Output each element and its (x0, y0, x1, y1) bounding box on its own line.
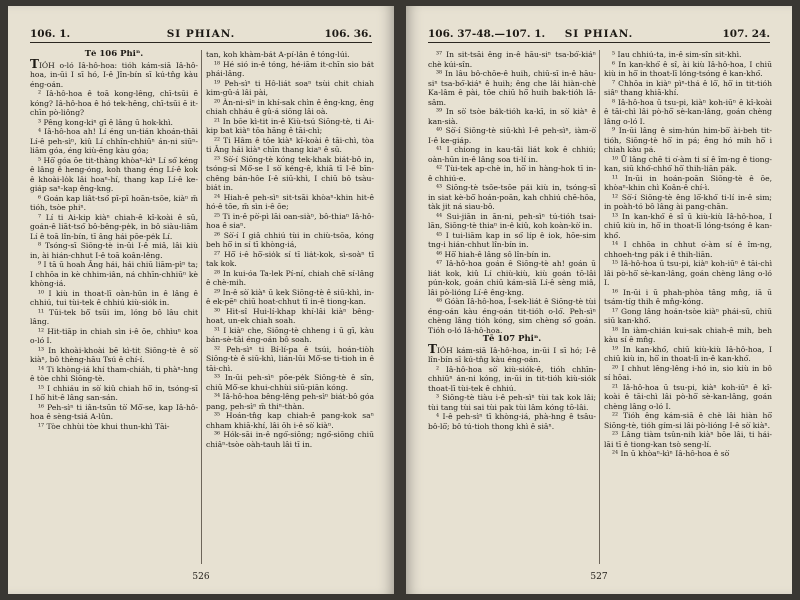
verse: ⁴⁰ Sò͘-í Siōng-tè siū-khì I-ê peh-sìⁿ, iàm-ò͘ I-ê ke-giáp. (428, 126, 596, 145)
verse: ³² Peh-sìⁿ ti Bí-lí-pa ê tsúi, hoán-tiòh Siōng-tè ê siū-khì, lián-lūi Mô͘-se ti-tioh in ê tāi-chì. (206, 344, 374, 373)
verse: ³⁰ Hit-sî Hui-lí-khap khí-lâi kiàⁿ bêng-hoat, un-ek chiah soah. (206, 306, 374, 325)
verse: ⁴² Tùi-tek ap-chè in, hō͘ in hàng-hok tī in-ê chhiú-e. (428, 164, 596, 183)
header-book-title: SI PHIAN. (166, 28, 236, 40)
chapter-heading: Tē 106 Phiⁿ. (84, 50, 144, 59)
verse: ² Iâ-hô-hoa ê toā kong-lêng, chī-tsūi ē kóng? Iâ-hô-hoa ê hó tek-hēng, chī-tsūi ē it-chīn pò-liông? (30, 89, 198, 117)
drop-initial: T (428, 341, 437, 356)
verse: ¹² Sò͘-í Siōng-tè êng lō͘-khó͘ ti-lí in-ê sim; in poàh-tó bô lâng ài pang-chān. (604, 192, 772, 211)
verse: ¹³ In khoài-khoài bē kì-tit Siōng-tè ê sò͘ kiàⁿ, bô thèng-hāu Tsú ê chí-í. (30, 345, 198, 364)
verse: ⁴ Iâ-hô-hoa ah! Lí éng un-tián khoán-thāi Lí-ê peh-sìⁿ, kiû Lí chhîn-chhiūⁿ án-ni siūⁿ-liām góa, éng kiù-ēng kàu góa; (30, 127, 198, 155)
running-header (30, 28, 372, 43)
verse: ² Iâ-hô-hoa sò͘ kiù-siók-ê, tióh chhīn-chhiūⁿ án-ni kóng, in-ūi in tit-tióh kiù-siók thoat-lī tùi-tek ê chhiú. (428, 364, 596, 393)
column-divider (201, 50, 202, 564)
verse: ¹⁶ Peh-sìⁿ ti iân-tsūn tò͘ Mō͘-se, kap Iâ-hô-hoa ê sèng-tsiá A-lûn. (30, 402, 198, 421)
chapter-heading: Tē 107 Phiⁿ. (482, 334, 542, 344)
verse: ²⁶ Sò͘-í I giâ chhiú tùi in chiù-tsōa, kóng beh hō͘ in sí tī khòng-iá, (206, 230, 374, 249)
verse: ²² Tióh êng kám-siā ê chè lâi hiàn hō͘ Siōng-tè, tióh gím-si lâi pò-lióng I-ê sò͘ kiàⁿ. (604, 411, 772, 430)
verse: ⁷ Lí ti Ai-kip kiàⁿ chiah-ê kî-koài ê sū, goán-ê liāt-tsó͘ bô-bêng-pe̍k, in bô siàu-liām Lí ê toā lîn-bín, tī âng hái pōe-pe̍k Lí. (30, 212, 198, 241)
left-page (8, 6, 394, 594)
verse: ³⁶ Hók-sāi in-ê ngó͘-siōng; ngó͘-siōng chiū chiâⁿ-tsòe oàh-tauh lâi tī in. (206, 430, 374, 449)
verse: ¹⁰ Ū lâng chē ti o͘-àm ti sí ê îm-ng ê tiong-kan, siū khó͘-chhó͘ hō͘ thih-liān pák. (604, 154, 772, 173)
verse: ⁴⁴ Sui-jiān in ān-ni, peh-sìⁿ tú-tióh tsai-lān, Siōng-tè thiaⁿ in-ê kiû, koh koàn-kò͘ in. (428, 211, 596, 230)
verse: ⁴⁶ Hō͘ hiah-ê lâng sô lîn-bín in. (436, 249, 551, 259)
text-column-1 (428, 50, 596, 564)
verse: ⁵ Hō͘ góa ōe tit-thàng khòaⁿ-kìⁿ Lí só͘ kéng ê lâng ê heng-óng, koh thang éng Lí-ê kok ê khoài-lo̍k lâi hoaⁿ-hí, thang kap Lí-ê ke-giáp saⁿ-kap êng-kng. (30, 155, 198, 193)
verse: ⁶ Goán kap liât-tsó͘ pī-pī hoān-tsōe, kiàⁿ m̄ tióh, tsòe phiⁿ. (30, 193, 198, 212)
verse: ¹⁸ Hé sió in-ê tóng, hé-iām it-chīn sio bát phái-lâng. (206, 59, 374, 78)
verse: ³⁸ In lâu bô-chōe-ê huih, chiū-sī in-ê hāu-siⁿ tsa-bó͘-kiáⁿ ê huih; êng che lâi hiàn-chè Ka-lâm ê pài, tōe chiū hō͘ huih bak-tióh lā-sâm. (428, 69, 596, 107)
verse: ¹² Hit-tiāp in chiah sìn i-ê ōe, chhìuⁿ koa o-ló I. (30, 326, 198, 345)
verse: ⁸ Iâ-hô-hoa ū tsu-pi, kiàⁿ koh-iūⁿ ê kî-koài ê tāi-chì lâi pò-hō͘ sè-kan-lâng, goán chèng lâng o-ló I. (604, 97, 772, 126)
verse: ¹³ In kan-khó͘ ê sî ū kiù-kiù Iâ-hô-hoa, I chiū kiù in, hō͘ in thoat-lī lóng-tsóng ê kan-khó͘. (604, 211, 772, 240)
page-number: 526 (192, 572, 210, 582)
verse: ²⁰ Àn-ni-sìⁿ in khí-sak chìn ê êng-kng, êng chiah chháu ê gû-á siōng lâi oà. (206, 97, 374, 116)
verse: ²¹ In bōe kì-tit in-ê Kiù-tsú Siōng-tè, ti Ai-kip bat kiàⁿ tōa hāng ê tāi-chì; (206, 116, 374, 135)
verse: ³ Pêng kong-kiⁿ gī ê lâng ū hok-khì. (38, 117, 173, 127)
drop-initial: T (30, 56, 39, 71)
header-verse-range-end: 106. 36. (324, 28, 372, 40)
verse: ⁶ In kan-khó͘ ê sî, ài kiù Iâ-hô-hoa, I chiū kiù in hō͘ in thoat-lī lóng-tsóng ê kan-khó͘. (604, 59, 772, 78)
verse: ⁷ Chhōa in kiàⁿ pìⁿ-thá ê lō͘, hō͘ in tit-tióh siâⁿ thang khiā-khí. (604, 78, 772, 97)
verse: ³⁹ In sò͘ tsòe bák-tióh ka-kī, in sò͘ kiàⁿ ê kan-sià. (428, 107, 596, 126)
verse: ¹⁶ In-ūi i ū phah-phòa tâng mn̂g, iā ū tsám-tíg thih ê mn̂g-kóng. (604, 287, 772, 306)
verse: ¹⁸ In iàm-chián kui-sak chiah-ê mih, beh kàu sí ê mn̂g. (604, 325, 772, 344)
verse: ¹⁹ In kan-khó͘, chiū kiù-kiù Iâ-hô-hoa, I chiū kiù in, hō͘ in thoat-lī in-ê kan-khó͘. (604, 344, 772, 363)
verse: ¹⁵ Iâ-hô-hoa ū tsu-pi, kiàⁿ koh-iūⁿ ê tāi-chì lâi pò-hō͘ sè-kan-lâng, goán chèng lâng o-ló I. (604, 259, 772, 287)
verse: ⁹ In-ūi lâng ê sim-hún him-bō͘ ài-beh tit-tióh, Siōng-tè hō͘ in pá; êng hó mih hō͘ i chiah kàu pá. (604, 126, 772, 154)
verse: ³⁴ Iâ-hô-hoa bêng-lêng peh-sìⁿ biát-bô góa pang, peh-sìⁿ m̄ thiⁿ-thàn. (206, 392, 374, 411)
verse: ²⁰ I chhut lêng-lêng i-hó in, sio kiù in bô sí hōai. (604, 363, 772, 382)
verse: ³⁷ In sit-tsāi êng in-ê hāu-siⁿ tsa-bó͘-kiáⁿ chè kúi-sîn. (428, 50, 596, 69)
verse: ¹⁴ Ti khòng-iá khí tham-chiáh, ti phàⁿ-hng ê tòe chhì Siōng-tè. (30, 364, 198, 383)
header-verse-range-start: 106. 37-48.—107. 1. (428, 28, 546, 40)
verse: ²⁴ In ū khòaⁿ-kìⁿ Iâ-hô-hoa ê sò͘ (612, 449, 730, 458)
verse: ²³ Lâng tiàm tsûn-nih kiàⁿ bōe lâi, ti hái-lāi tī ê tiong-kan tsò seng-lí. (604, 430, 772, 449)
verse: ²⁸ In kui-óa Ta-lek Pí-ní, chiah chē sí-lâng ê chè-mih. (206, 268, 374, 287)
column-divider (599, 50, 600, 564)
verse: ²³ Sò͘-í Siōng-tè kóng tek-khak biát-bô in, tsóng-sī Mô͘-se I sò͘ kéng-ê, khiā tī I-ê bīn-chêng bán-hôe I-ê siū-khì, I chiū bô tsàu-biát in. (206, 154, 374, 192)
verse: ⁴³ Siōng-tè tsōe-tsōe pái kiù in, tsóng-sī in siat kè-bō͘ hoán-poān, kah chhiú chē-hōa, tàk jit ná siau-bô. (428, 183, 596, 211)
verse: ¹⁴ I chhōa in chhut o͘-àm sí ê îm-ng, chhoeh-tng pák i ê thih-liān. (604, 240, 772, 259)
verse: ⁴⁷ Iâ-hô-hoa goán ê Siōng-tè ah! goán ū liát kok, kiû Lí chiù-kiù, kiù goán tō-lâi pún-kok, goán chiū kám-siā Lí-ê sèng miâ, lâi pò-lióng Lí-ê êng-kng. (428, 259, 596, 297)
verse: tan, koh khàm-bát A-pí-lân ê tóng-lúi. (206, 50, 350, 59)
verse: ⁵ Iau chhiú-ta, in-ê sim-sîn sit-khì. (612, 50, 742, 59)
text-column-2 (604, 50, 772, 564)
text-column-2 (206, 50, 374, 564)
verse: ¹¹ In-ūi in hoán-poān Siōng-tè ê ōe, khòaⁿ-khin chì Koân-ê chí-ì. (604, 173, 772, 192)
right-page (406, 6, 792, 594)
verse: ³ Siōng-tè tiàu i-ê peh-sìⁿ tùi tak kok lâi; tùi tang tùi sai tùi pak tùi lâm kóng tō-lâi. (428, 393, 596, 412)
verse: TIÓH kám-siā Iâ-hô-hoa, in-ūi I sī hó; I-ê lîn-bín sī kú-tn̂g kàu éng-oán. (428, 341, 596, 364)
verse: ⁴⁵ I tui-liām kap in só͘ líp ê iok, hōe-sim tng-i hián-chhut lîn-bín in. (428, 230, 596, 249)
verse: ²⁷ Hō͘ i-ê hō͘-sio̍k sí tī lia̍t-kok, sì-soàⁿ tī tak kok. (206, 249, 374, 268)
verse: ²¹ Iâ-hô-hoa ū tsu-pi, kiàⁿ koh-iūⁿ ê kî-koài ê tāi-chì lâi pò-hō͘ sè-kan-lâng, goán chèng lâng o-ló I. (604, 382, 772, 411)
verse: ³⁵ Hoán-tn̂g kap chiah-ê pang-kok saⁿ chham khiā-khí, lâi ōh i-ê sò͘ kiàⁿ. (206, 411, 374, 430)
verse: ²² Ti Hâm ê tōe kiàⁿ kî-koài ê tāi-chì, tòa ti Âng hái kiàⁿ chīn thang kiaⁿ ê sū. (206, 135, 374, 154)
header-verse-range-end: 107. 24. (722, 28, 770, 40)
running-header (428, 28, 770, 43)
verse: ²⁵ Ti in-ê pò͘-pì lāi oan-siàⁿ, bô-thiaⁿ Iâ-hô-hoa ê siaⁿ. (206, 211, 374, 230)
verse: ⁴⁸ Góàn Iâ-hô-hoa, Í-sek-liát ê Siōng-tè tùi éng-oán kàu éng-oán tit-tióh o-ló͘. Peh-sìⁿ chèng lâng tióh kóng, sim chèng só͘ goán. Tióh o-ló Iâ-hô-hoa. (428, 297, 596, 335)
verse: ⁴¹ I chiong in kau-tāi liát kok ê chhiú; oàn-hūn in-ê lâng soa ti-lí in. (428, 145, 596, 164)
header-book-title: SI PHIAN. (564, 28, 634, 40)
verse: ³³ In-ūi peh-sìⁿ pōe-pe̍k Siōng-tè ê sîn, chiū Mô͘-se khui-chhùi siū-piān kóng. (206, 373, 374, 392)
verse: ²⁹ In-ê sò͘ kiàⁿ ū kek Siōng-tè ê siū-khì, in-ê ek-pēⁿ chiū hoat-chhut tī in-ê tiong-kan. (206, 287, 374, 306)
verse: TIÓH o-ló Iâ-hô-hoa: tióh kám-siā Iâ-hô-hoa, in-ūi I sī hó, I-ê Jîn-bín sī kú-tn̂g kàu éng-oán. (30, 56, 198, 89)
text-column-1 (30, 50, 198, 564)
page-number: 527 (590, 572, 608, 582)
verse: ²⁴ Hiah-ê peh-sìⁿ sit-tsāi khòaⁿ-khin hit-ê hó-ê tōe, m̄ sìn i-ê ōe; (206, 192, 374, 211)
verse: ¹⁷ Gong lâng hoán-tsòe kiàⁿ phái-sū, chiū siū kan-khó͘. (604, 306, 772, 325)
verse: ⁴ I-ê peh-sìⁿ tī khòng-iá, phà-hng ê tsâu-bô-lō͘; bô tú-tioh thong khì ê siâⁿ. (428, 412, 596, 431)
verse: ¹⁵ I chhiáu in sò͘ kiû chiah hō͘ in, tsóng-sī I hō͘ hit-ê lâng san-sán. (30, 383, 198, 402)
verse: ³¹ I kiàⁿ che, Siōng-tè chheng i ū gī, kàu bán-sè-tāi éng-oán bô soah. (206, 325, 374, 344)
verse: ¹⁰ I kiù in thoat-lī oàn-hūn in ê lâng ê chhiú, tui tùi-tek ê chhiú kiù-sio̍k in. (30, 288, 198, 307)
verse: ¹⁷ Tòe chhùi tòe khui thun-khì Tāi- (38, 421, 170, 431)
verse: ¹¹ Tūi-tek bô͘ tsūi im, lóng bô lâu chit lâng. (30, 307, 198, 326)
header-verse-range-start: 106. 1. (30, 28, 71, 40)
verse: ⁸ Tsóng-sī Siōng-tè in-ūi I-ê miâ, lâi kiù in, ài hián-chhut I-ê toā koân-lêng. (30, 241, 198, 260)
verse: ¹⁹ Peh-sìⁿ ti Hô-liát soaⁿ tsùi chit chiah kim-gû-á lâi pài, (206, 78, 374, 97)
verse: ⁹ I tā ū hoah Âng hái, hái chiū liām-pìⁿ ta; I chhōa in kè chhim-iân, ná chhīn-chhiūⁿ kè khòng-iá. (30, 260, 198, 288)
